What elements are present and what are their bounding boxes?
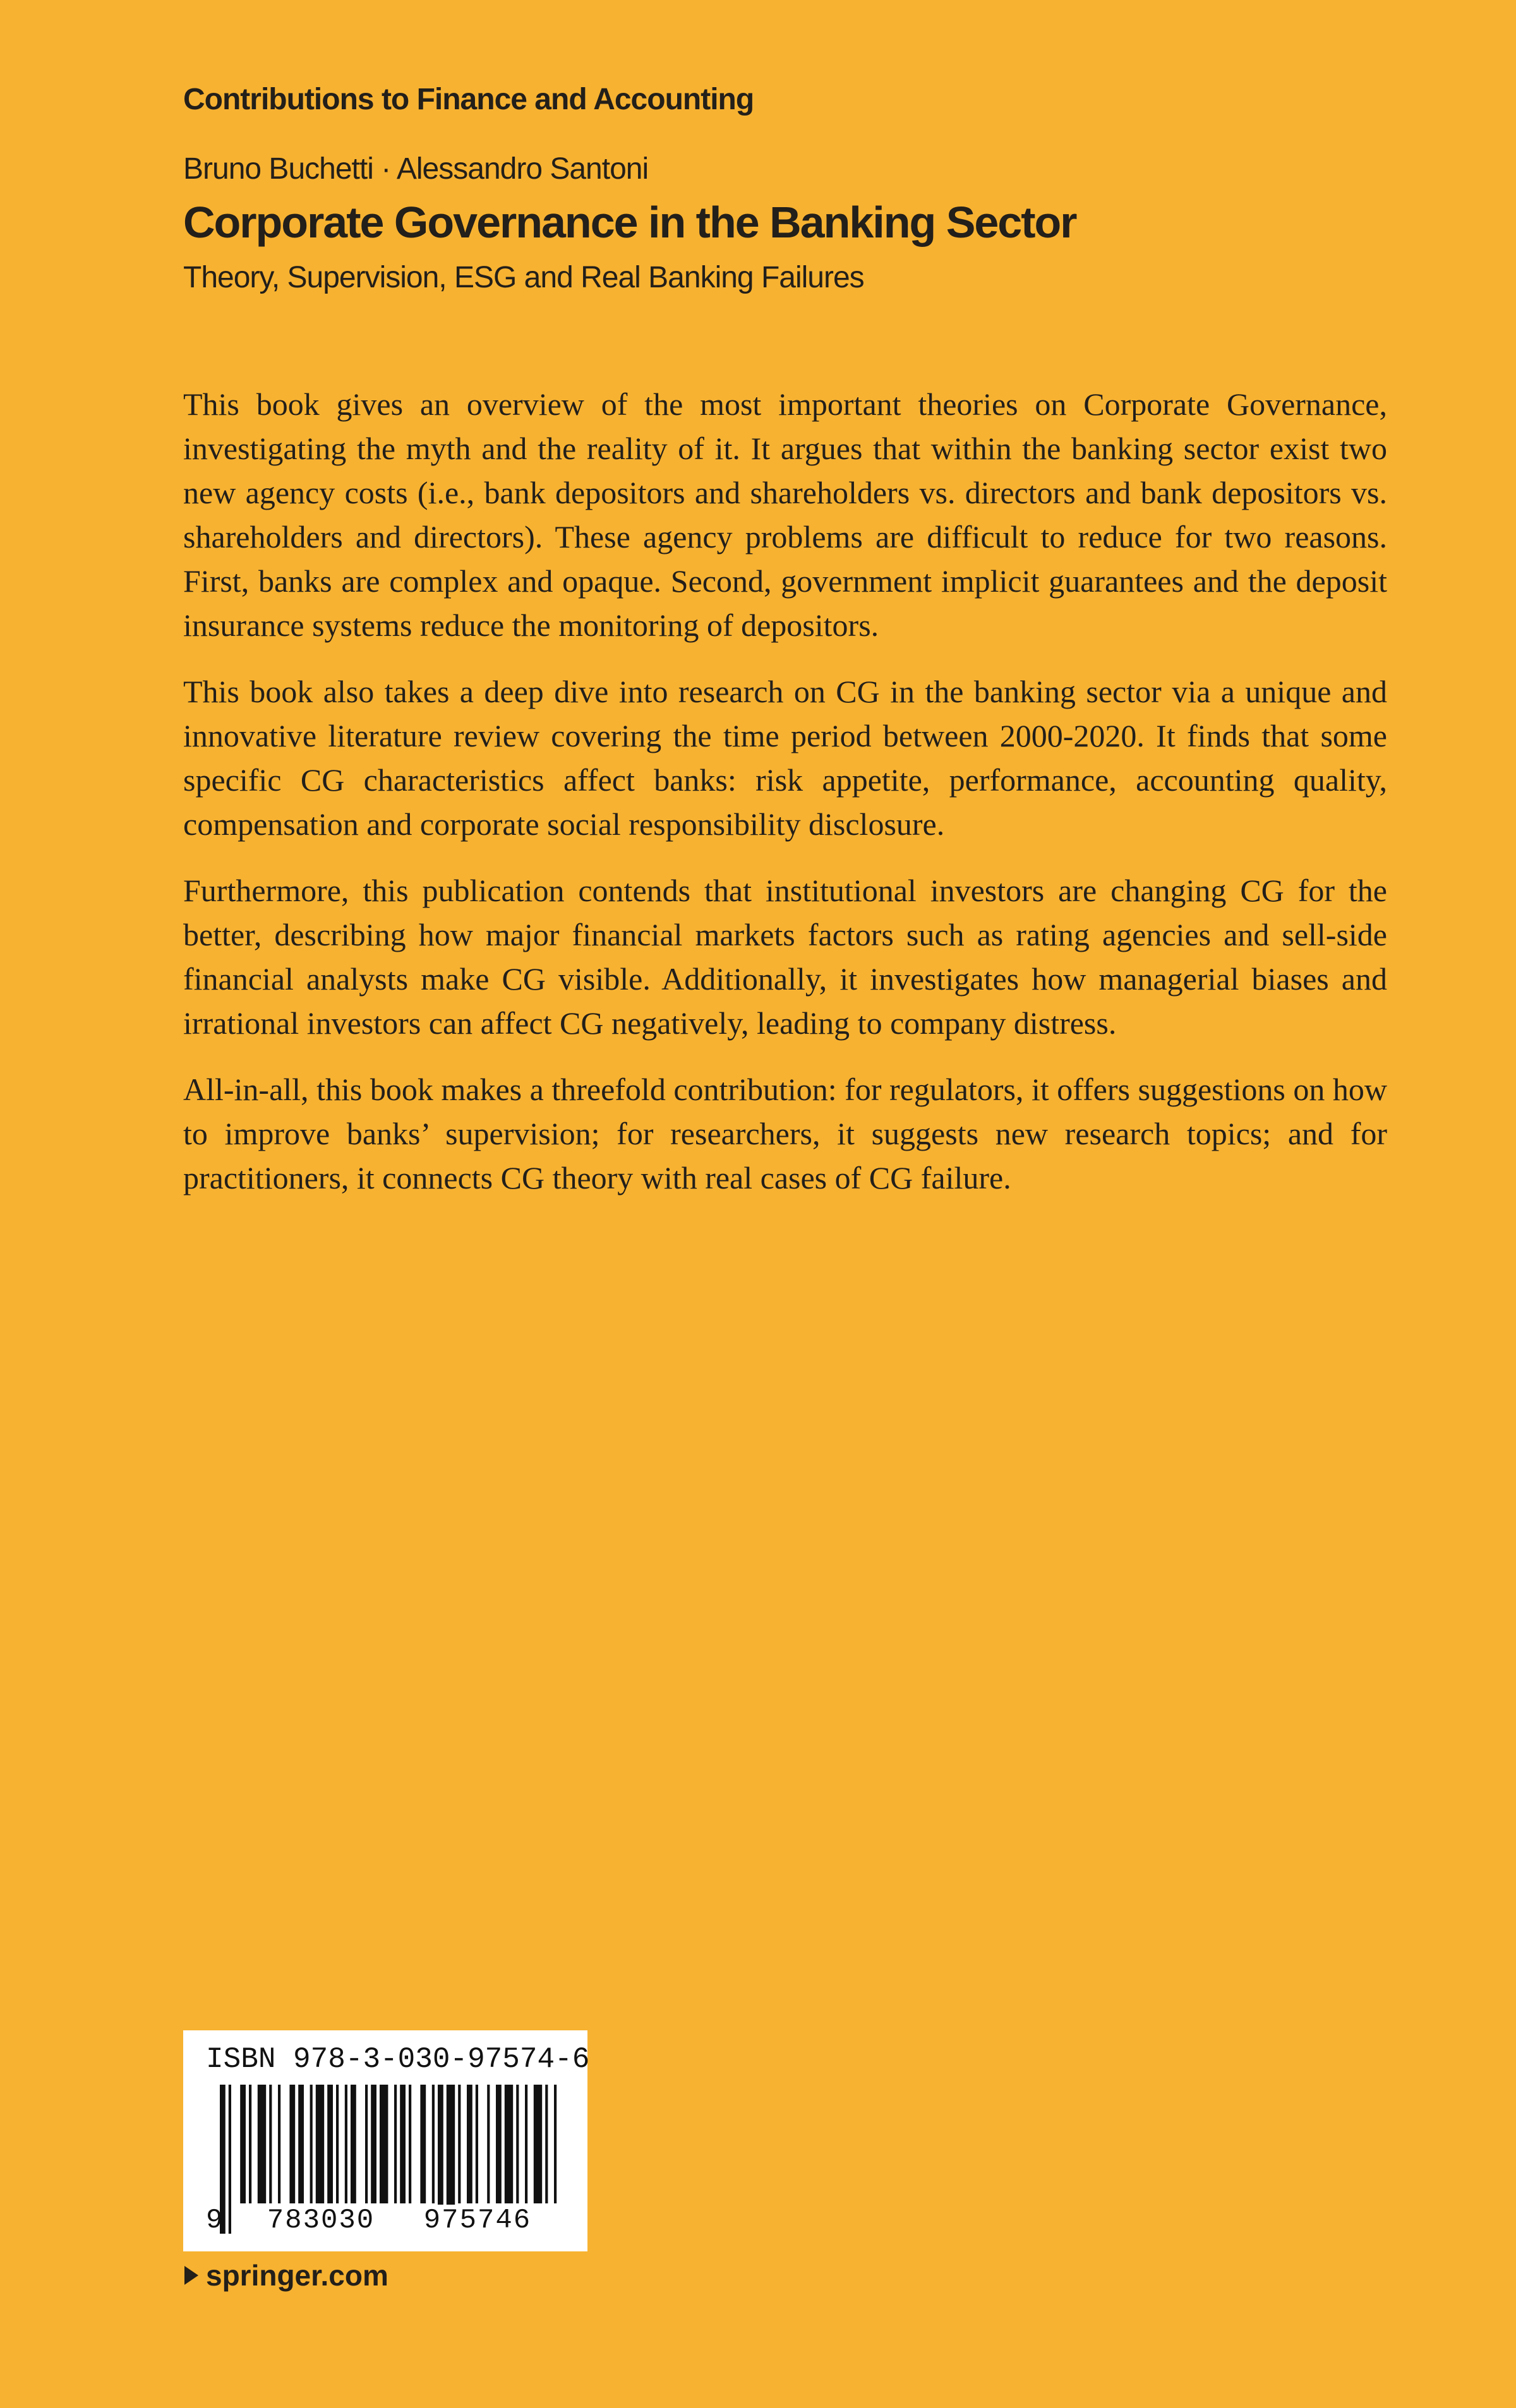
barcode-bar xyxy=(534,2085,542,2203)
barcode-bar xyxy=(310,2085,313,2203)
blurb-paragraph: Furthermore, this publication contends that institutional investors are changing CG for the better, describing how major financial markets factors such as rating agencies and sell-side financial analysts make CG visible. Additionally, it investigates how managerial biases and irrational investors can affect CG negatively, leading to company distress. xyxy=(183,873,1387,1041)
blurb-paragraph: This book also takes a deep dive into research on CG in the banking sector via a unique and innovative literature review covering the time period between 2000-2020. It finds that some specific CG characteristics affect banks: risk appetite, performance, accounting quality, compensation and corporate social responsibility disclosure. xyxy=(183,674,1387,842)
barcode-bar xyxy=(249,2085,251,2203)
book-title: Corporate Governance in the Banking Sector xyxy=(183,198,1076,247)
barcode-digits-right: 975746 xyxy=(400,2205,555,2236)
barcode-bar xyxy=(400,2085,406,2203)
barcode-digits-left: 783030 xyxy=(244,2205,398,2236)
barcode-bar xyxy=(278,2085,280,2203)
barcode-bar xyxy=(525,2085,527,2203)
blurb-paragraph: This book gives an overview of the most important theories on Corporate Governance, investigating the myth and the reality of it. It argues that within the banking sector exist two new agency costs (i.e., bank depositors and shareholders vs. directors and bank depositors vs. shareholders and directors). These agency problems are difficult to reduce for two reasons. First, banks are complex and opaque. Second, government implicit guarantees and the deposit insurance systems reduce the monitoring of depositors. xyxy=(183,386,1387,643)
barcode-bar xyxy=(371,2085,376,2203)
barcode-bar xyxy=(476,2085,478,2203)
barcode-bar xyxy=(394,2085,397,2203)
isbn-label: ISBN 978-3-030-97574-6 xyxy=(206,2043,590,2076)
series-title: Contributions to Finance and Accounting xyxy=(183,83,754,116)
barcode-bar xyxy=(258,2085,266,2203)
barcode-bar xyxy=(240,2085,246,2203)
barcode-lead-digit: 9 xyxy=(206,2205,223,2236)
barcode-bar xyxy=(345,2085,347,2203)
barcode-bar xyxy=(289,2085,295,2203)
barcode-bar xyxy=(409,2085,411,2203)
barcode-bar xyxy=(327,2085,333,2203)
barcode-bar xyxy=(554,2085,556,2203)
barcode-bar xyxy=(380,2085,388,2203)
barcode-bar xyxy=(420,2085,426,2203)
blurb xyxy=(183,382,1387,1222)
barcode-bar xyxy=(545,2085,548,2203)
authors: Bruno Buchetti · Alessandro Santoni xyxy=(183,152,649,186)
book-subtitle: Theory, Supervision, ESG and Real Banking Failures xyxy=(183,261,864,294)
publisher-link[interactable] xyxy=(184,2258,388,2292)
barcode-bar xyxy=(351,2085,356,2203)
barcode-bar xyxy=(487,2085,490,2203)
barcode-box xyxy=(183,2030,590,2251)
barcode-bar xyxy=(269,2085,272,2203)
barcode-bar xyxy=(458,2085,460,2203)
barcode-bar xyxy=(505,2085,513,2203)
barcode-bar xyxy=(467,2085,472,2203)
barcode-bar xyxy=(336,2085,339,2203)
barcode-bar xyxy=(496,2085,502,2203)
barcode-bar xyxy=(516,2085,519,2203)
barcode-bar xyxy=(316,2085,324,2203)
publisher-link-label: springer.com xyxy=(206,2259,388,2292)
barcode-bar xyxy=(432,2085,435,2203)
barcode-bar xyxy=(229,2085,231,2234)
barcode-bar xyxy=(298,2085,304,2203)
blurb-paragraph: All-in-all, this book makes a threefold contribution: for regulators, it offers suggestions on how to improve banks’ supervision; for researchers, it suggests new research topics; and for practitioners, it connects CG theory with real cases of CG failure. xyxy=(183,1072,1387,1195)
play-arrow-icon xyxy=(184,2266,198,2285)
barcode-bar xyxy=(365,2085,368,2203)
